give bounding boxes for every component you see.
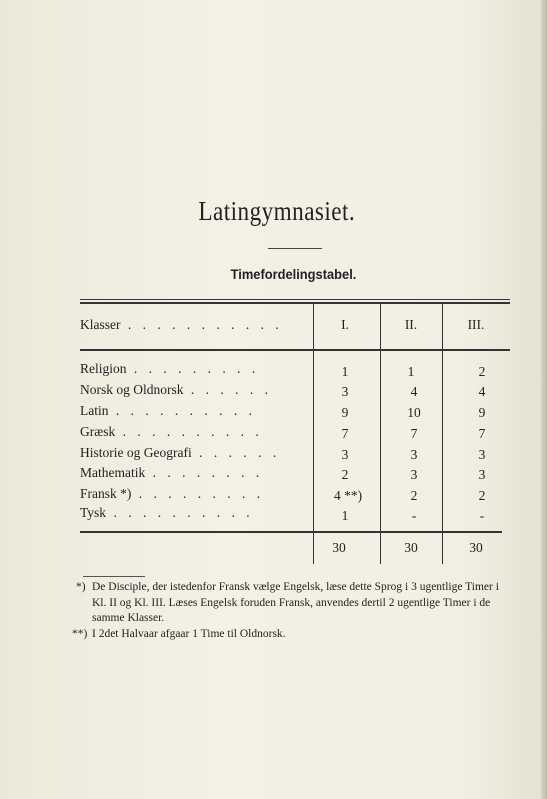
header-bottom-rule — [80, 349, 510, 351]
value-cell: 9 — [341, 405, 349, 420]
table-top-rule — [80, 299, 510, 300]
footnote-rule — [83, 576, 145, 577]
column-header-1: I. — [341, 317, 349, 332]
subject-label: Fransk *) . . . . . . . . . — [80, 486, 265, 501]
footnotes — [72, 580, 508, 642]
footnote — [72, 627, 508, 643]
subject-label: Tysk . . . . . . . . . . — [80, 505, 254, 520]
value-cell: 7 — [341, 426, 349, 441]
totals-top-rule — [80, 531, 502, 533]
title-divider — [268, 248, 322, 249]
subject-label: Religion . . . . . . . . . — [80, 361, 260, 376]
value-cell: 1 — [341, 364, 349, 379]
total-cell: 30 — [332, 540, 346, 555]
value-cell: 3 — [478, 467, 486, 482]
footnote-text: I 2det Halvaar afgaar 1 Time til Oldnorsk. — [92, 627, 286, 640]
value-cell: 4 **) — [333, 488, 363, 503]
value-cell: 10 — [407, 405, 421, 420]
footnote-mark: *) — [76, 581, 86, 593]
column-header-3: III. — [467, 317, 485, 332]
value-cell: 3 — [341, 384, 349, 399]
page-title: Latingymnasiet. — [198, 196, 356, 226]
value-cell: 1 — [341, 508, 349, 523]
value-cell: 2 — [478, 488, 486, 503]
subject-label: Historie og Geografi . . . . . . — [80, 445, 281, 460]
value-cell: 9 — [478, 405, 486, 420]
total-cell: 30 — [404, 540, 418, 555]
subject-label: Latin . . . . . . . . . . — [80, 403, 256, 418]
column-divider-1 — [313, 304, 314, 564]
column-header-2: II. — [404, 317, 418, 332]
value-cell: 1 — [407, 364, 415, 379]
value-cell: 2 — [478, 364, 486, 379]
value-cell: 7 — [410, 426, 418, 441]
subject-label: Mathematik . . . . . . . . — [80, 465, 264, 480]
value-cell: 3 — [410, 467, 418, 482]
value-cell: 2 — [410, 488, 418, 503]
value-cell: 2 — [341, 467, 349, 482]
subject-label: Græsk . . . . . . . . . . — [80, 424, 263, 439]
table-title: Timefordelingstabel. — [230, 266, 357, 282]
footnote-text: De Disciple, der istedenfor Fransk vælge Engelsk, læse dette Sprog i 3 ugentlige Timer i Kl. II og Kl. III. Læses Engelsk foruden Fransk, anvendes dertil 2 ugentlige Timer i de samme Klasser. — [92, 581, 499, 624]
value-cell: - — [479, 508, 485, 523]
value-cell: 4 — [478, 384, 486, 399]
value-cell: - — [411, 508, 417, 523]
value-cell: 4 — [410, 384, 418, 399]
footnote-mark: **) — [72, 627, 88, 640]
value-cell: 3 — [410, 447, 418, 462]
subject-label: Norsk og Oldnorsk . . . . . . — [80, 382, 272, 397]
header-label: Klasser . . . . . . . . . . . — [80, 317, 283, 332]
page-edge — [541, 0, 547, 799]
table-top-rule-2 — [80, 302, 510, 304]
column-divider-2 — [380, 304, 381, 564]
value-cell: 3 — [341, 447, 349, 462]
total-cell: 30 — [469, 540, 483, 555]
value-cell: 3 — [478, 447, 486, 462]
column-divider-3 — [442, 304, 443, 564]
value-cell: 7 — [478, 426, 486, 441]
footnote — [78, 580, 508, 627]
